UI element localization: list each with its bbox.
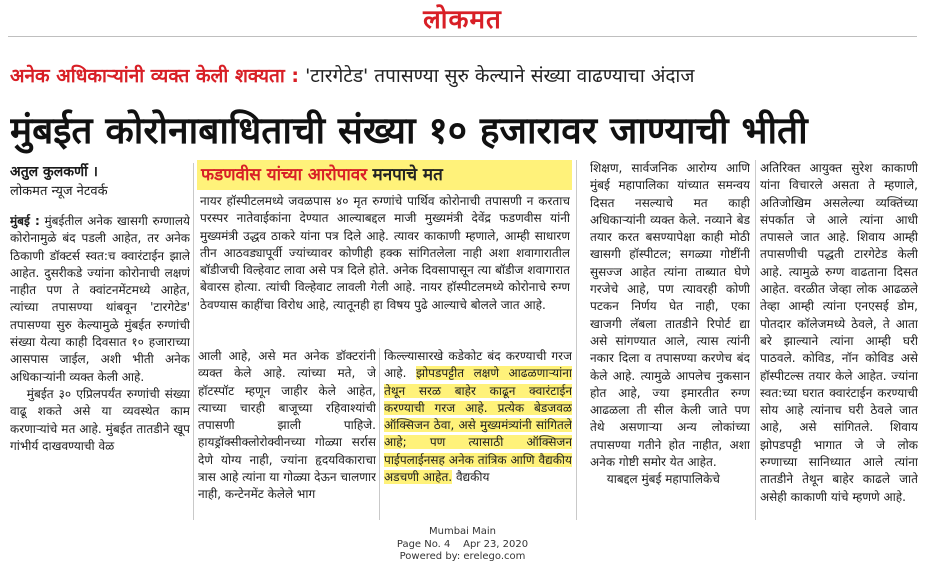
col1-text-1: मुंबईतील अनेक खासगी रुग्णालये कोरोनामुळे बंद पडली आहेत, तर अनेक ठिकाणी डॉक्टर्स स्वत:च क्वारंटाईन झाले आहेत. दुसरीकडे ज्यांना कोरोनाची लक्षणं नाहीत पण ते क्वांटनमेंटमध्ये आहेत, त्यांच्या तपासण्या थांबवून 'टारगेटेड' तपासण्या सुरु केल्यामुळे मुंबईत रुग्णांची संख्या येत्या काही दिवसात १० हजाराच्या आसपास जाईल, अशी भीती अनेक अधिकाऱ्यांनी व्यक्त केली आहे. [10,214,190,384]
column-1 [10,213,190,523]
headline: मुंबईत कोरोनाबाधिताची संख्या १० हजारावर जाण्याची भीती [10,109,808,152]
lokmat-logo: लोकमत [423,5,502,35]
col4-para-2: याबद्दल मुंबई महापालिकेचे [606,472,720,487]
column-3 [384,348,572,523]
column-4 [590,160,750,523]
footer [0,526,925,564]
kicker-red: अनेक अधिकाऱ्यांनी व्यक्त केली शक्यता : [10,65,300,87]
sub-heading [197,160,572,190]
sub-head-red: फडणवीस यांच्या आरोपावर [201,165,368,185]
box-story-text: नायर हॉस्पीटलमध्ये जवळपास ४० मृत रुग्णांचे पार्थिव कोरोनाची तपासणी न करताच परस्पर नातेवाईकांना देण्यात आल्याबद्दल माजी मुख्यमंत्री देवेंद्र फडणवीस यांनी मुख्यमंत्री उद्धव ठाकरे यांना पत्र दिले आहे. त्यावर काकाणी म्हणाले, आम्ही साधारण तीन आठवड्यापूर्वी ज्यांच्यावर कोणीही हक्क सांगितलेला नाही अशा शवागारातील बॉडीजची विल्हेवाट लावा असे पत्र दिले होते. अनेक दिवसापासून त्या बॉडीज शवागारात बेवारस होत्या. त्यांची विल्हेवाट लावली गेली आहे. नायर हॉस्पीटलमध्ये कोरोनाचे रुग्ण ठेवण्यास काहींचा विरोध आहे, त्यातूनही हा विषय पुढे आल्याचे बोलले जात आहे. [200,194,570,312]
footer-edition: Mumbai Main [428,526,496,537]
column-2 [198,348,376,523]
byline-name: अतुल कुलकर्णी । [10,164,98,180]
col5-text: अतिरिक्त आयुक्त सुरेश काकाणी यांना विचारले असता ते म्हणाले, अतिजोखिम असलेल्या व्यक्तिंच्या संपर्कात जे आले त्यांना आधी तपासले जात आहे. शिवाय आम्ही तपासणीची पद्धती टारगेटेड केली आहे. त्यामुळे रुग्ण वाढताना दिसत आहेत. वरळीत जेव्हा लोक आढळले तेव्हा आम्ही त्यांना एनएसई डोम, पोतदार कॉलेजमध्ये ठेवले, ते आता बरे झाल्याने त्यांना आम्ही घरी पाठवले. कोविड, नॉन कोविड असे हॉस्पीटल्स तयार केले आहेत. ज्यांना स्वत:च्या घरात क्वारंटाईन करण्याची सोय आहे त्यांनाच घरी ठेवले जात आहे, असे सांगितले. शिवाय झोपडपट्टी भागात जे जे लोक रुग्णाच्या सानिध्यात आले त्यांना तातडीने तेथून बाहेर काढले जाते असेही काकाणी यांचे म्हणणे आहे. [760,161,918,504]
footer-powered-by: Powered by: erelego.com [399,551,526,562]
top-divider [8,36,917,37]
byline [10,163,195,201]
kicker-dark: 'टारगेटेड' तपासण्या सुरु केल्याने संख्या वाढण्याचा अंदाज [305,65,695,87]
column-divider [379,348,380,520]
dateline: मुंबई : [10,214,40,228]
column-5 [760,160,918,523]
box-story [200,193,570,343]
col3-text [384,348,572,486]
col1-para-2: मुंबईत ३० एप्रिलपर्यंत रुग्णांची संख्या वाढू शकते असे या व्यवस्थेत काम करणाऱ्यांचे मत आहे. मुंबईत तातडीने खूप गांभीर्य दाखवण्याची वेळ [10,386,190,453]
col4-para-1: शिक्षण, सार्वजनिक आरोग्य आणि मुंबई महापालिका यांच्यात समन्वय दिसत नसल्याचे मत काही अधिकाऱ्यांनी व्यक्त केले. नव्याने बेड तयार करत बसण्यापेक्षा काही मोठी खासगी हॉस्पीटल; सगळ्या गोष्टींनी सुसज्ज आहेत त्यांना ताब्यात घेणे गरजेचे आहे, पण त्यावरही कोणी पटकन निर्णय घेत नाही, एका खाजगी लॅबला तातडीने रिपोर्ट द्या असे सांगण्यात आले, त्यास त्यांनी नकार दिला व तपासण्या करणेच बंद केले आहे. त्यामुळे आपलेच नुकसान होत आहे, ज्या इमारतीत रुग्ण आढळला ती सील केली जाते पण तेथे असणाऱ्या अन्य लोकांच्या तपासण्या गतीने होत नाहीत, अशा अनेक गोष्टी समोर येत आहेत. [590,161,750,470]
col3-pre: किल्ल्यासारखे कडेकोट बंद करण्याची गरज आहे. [384,349,572,381]
col1-para-1 [10,213,190,386]
col2-text: आली आहे, असे मत अनेक डॉक्टरांनी व्यक्त केले आहे. त्यांच्या मते, जे हॉटस्पॉट म्हणून जाहीर केले आहेत, त्याच्या चारही बाजूच्या रहिवाश्यांची तपासणी झाली पाहिजे. हायड्रॉक्सीक्लोरोक्वीनच्या गोळ्या सर्रास देणे योग्य नाही, ज्यांना हृदयविकाराचा त्रास आहे त्यांना या गोळ्या देऊन चालणार नाही, कन्टेनमेंट केलेले भाग [198,349,376,502]
highlighted-text: झोपडपट्टीत लक्षणे आढळणाऱ्यांना तेथून सरळ बाहेर काढून क्वारंटाईन करण्याची गरज आहे. प्रत्येक बेडजवळ ऑक्सिजन ठेवा, असे मुख्यमंत्र्यांनी सांगितले आहे; पण त्यासाठी ऑक्सिजन पाईपलाईनसह अनेक तांत्रिक आणि वैद्यकीय अडचणी आहेत. [384,366,572,485]
column-divider [193,163,194,520]
masthead [0,0,925,36]
sub-head-dark: मनपाचे मत [372,165,443,185]
col3-post: वैद्यकीय [455,470,490,485]
column-divider [576,160,577,520]
kicker-line [10,60,920,92]
footer-page-date: Page No. 4 Apr 23, 2020 [396,538,529,550]
byline-org: लोकमत न्यूज नेटवर्क [10,184,108,199]
column-divider [755,160,756,520]
